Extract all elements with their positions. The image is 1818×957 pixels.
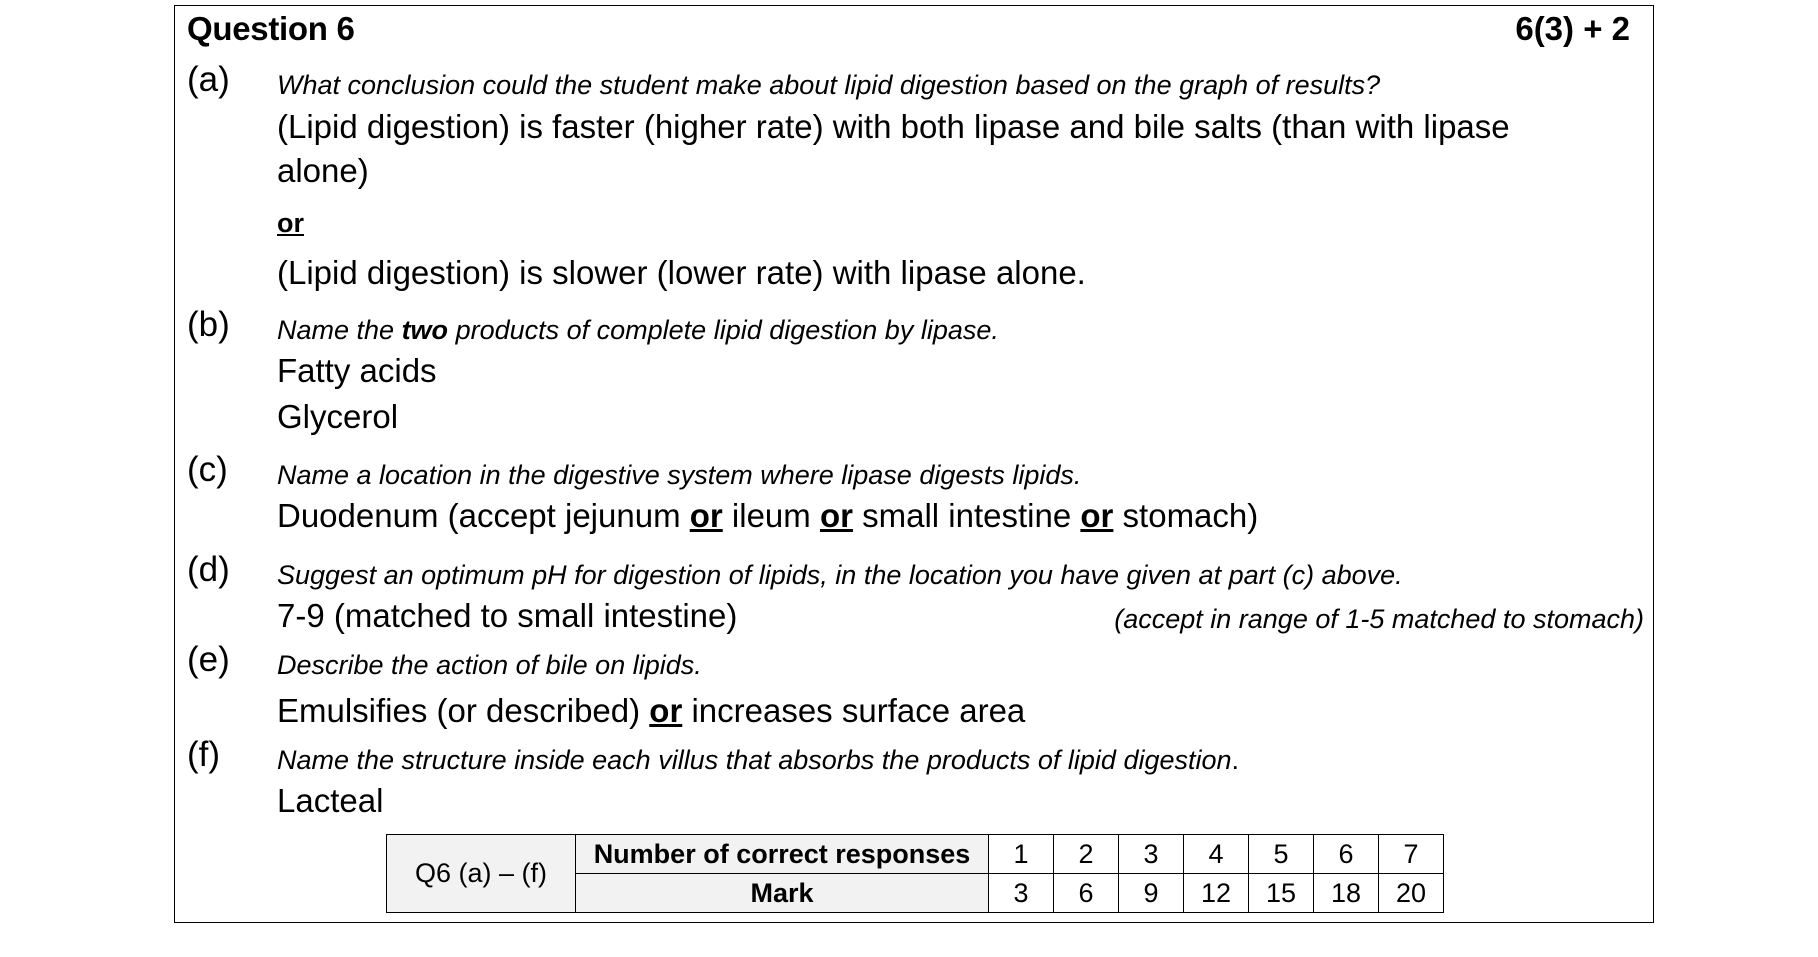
part-b-answer2: Glycerol (277, 398, 399, 435)
part-e-label: (e) (187, 640, 230, 679)
mark-table (386, 834, 1444, 913)
mark-table-row-responses (387, 835, 1444, 874)
part-f-question: Name the structure inside each villus that absorbs the products of lipid digestion. (277, 745, 1240, 775)
part-d-note: (accept in range of 1-5 matched to stomach) (1114, 604, 1644, 634)
mark-cell: 20 (1379, 874, 1444, 913)
part-c-label: (c) (187, 450, 228, 489)
part-a-question: What conclusion could the student make about lipid digestion based on the graph of results? (277, 70, 1381, 100)
mark-cell: 3 (989, 874, 1054, 913)
mark-cell: 15 (1249, 874, 1314, 913)
responses-cell: 3 (1119, 835, 1184, 874)
part-b-label: (b) (187, 305, 230, 344)
part-f-label: (f) (187, 735, 221, 774)
mark-table-row-label: Q6 (a) – (f) (387, 835, 576, 913)
question-marks: 6(3) + 2 (1515, 10, 1630, 47)
part-d-answer: 7-9 (matched to small intestine) (277, 597, 738, 634)
responses-cell: 7 (1379, 835, 1444, 874)
part-f-answer: Lacteal (277, 782, 384, 819)
mark-table-marks-header: Mark (576, 874, 989, 913)
part-c-question: Name a location in the digestive system where lipase digests lipids. (277, 460, 1082, 490)
responses-cell: 1 (989, 835, 1054, 874)
responses-cell: 2 (1054, 835, 1119, 874)
part-d-question: Suggest an optimum pH for digestion of lipids, in the location you have given at part (c) above. (277, 560, 1403, 590)
responses-cell: 4 (1184, 835, 1249, 874)
responses-cell: 6 (1314, 835, 1379, 874)
part-a-answer-line2: alone) (277, 152, 369, 189)
mark-cell: 12 (1184, 874, 1249, 913)
part-b-question-bold: two (401, 315, 449, 345)
part-a-answer-alt: (Lipid digestion) is slower (lower rate) with lipase alone. (277, 254, 1086, 291)
part-a-or: or (277, 208, 304, 238)
part-c-answer: Duodenum (accept jejunum or ileum or small intestine or stomach) (277, 497, 1259, 534)
mark-cell: 6 (1054, 874, 1119, 913)
part-a-answer-line1: (Lipid digestion) is faster (higher rate) with both lipase and bile salts (than with lipase (277, 108, 1510, 145)
part-a-label: (a) (187, 60, 230, 99)
part-b-question: Name the two products of complete lipid digestion by lipase. (277, 315, 999, 345)
mark-cell: 9 (1119, 874, 1184, 913)
part-e-answer: Emulsifies (or described) or increases surface area (277, 692, 1026, 729)
part-d-label: (d) (187, 550, 230, 589)
mark-cell: 18 (1314, 874, 1379, 913)
part-b-answer1: Fatty acids (277, 352, 437, 389)
mark-table-responses-header: Number of correct responses (576, 835, 989, 874)
responses-cell: 5 (1249, 835, 1314, 874)
part-e-question: Describe the action of bile on lipids. (277, 650, 702, 680)
question-title: Question 6 (187, 10, 355, 47)
